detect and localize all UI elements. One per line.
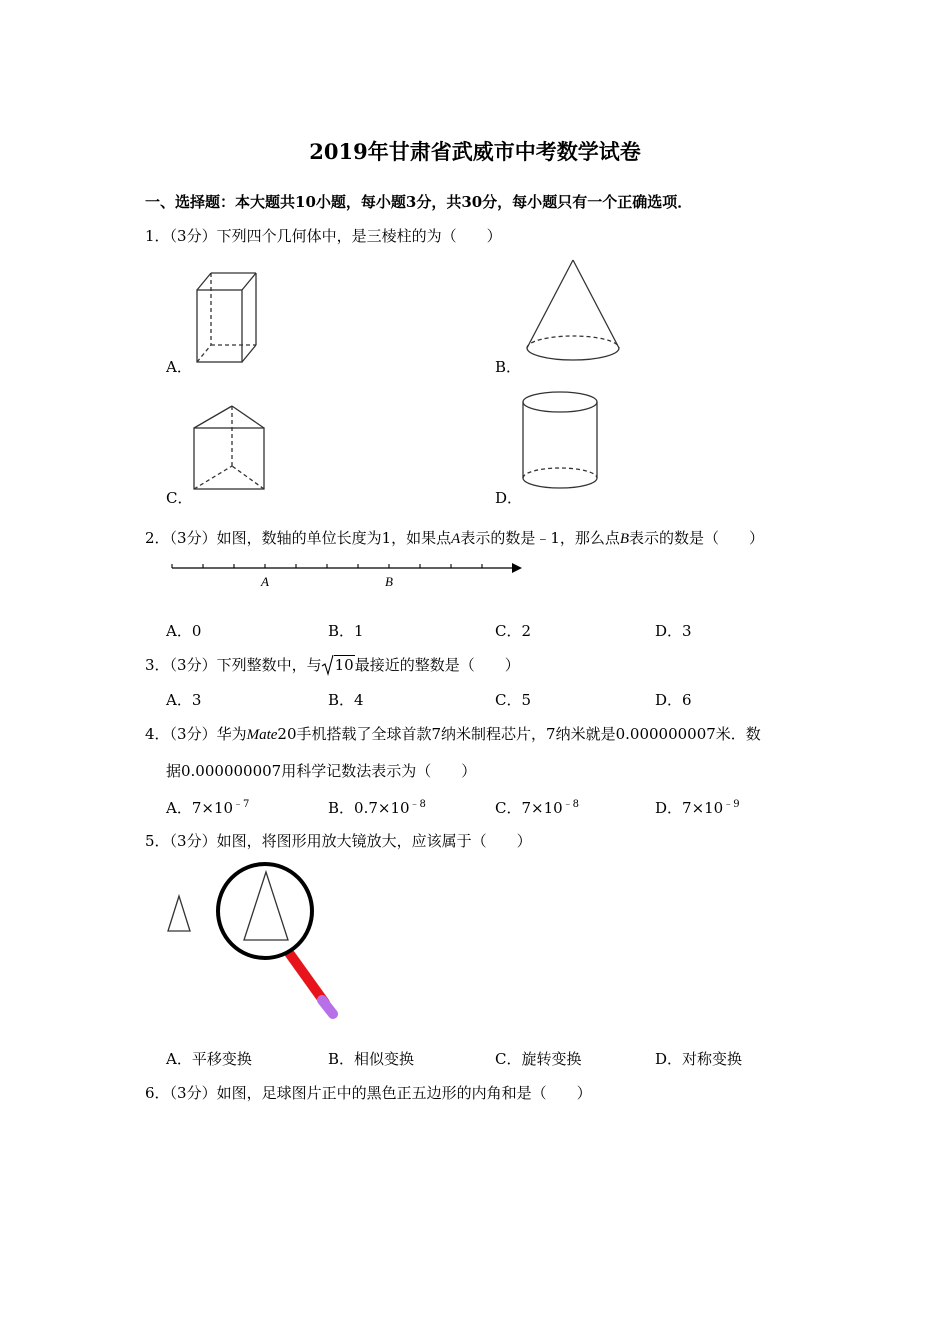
cuboid-figure — [195, 270, 265, 365]
q5-option-a: A．平移变换 — [166, 1050, 252, 1068]
magnifier-lens — [218, 864, 312, 958]
q4-option-a: A．$7\times 10^{﹣7}$ — [166, 799, 250, 817]
q3-option-d: D．6 — [655, 691, 692, 709]
page-title: 2019年甘肃省武威市中考数学试卷 — [309, 139, 641, 164]
cylinder-figure — [521, 390, 601, 492]
number-line-label-a: A — [261, 574, 269, 589]
magnifier-tip — [322, 1000, 333, 1014]
q1-option-a: A． — [166, 358, 192, 376]
cone-figure — [525, 258, 621, 362]
q3-option-a: A．3 — [166, 691, 202, 709]
number-line-label-b: B — [385, 574, 393, 589]
q4-option-b: B．$0.7\times 10^{﹣8}$ — [328, 799, 426, 817]
question-4-line1: 4．（3分）华为Mate20手机搭载了全球首款7纳米制程芯片，7纳米就是0.000000007米．数 — [145, 725, 761, 743]
q2-option-b: B．1 — [328, 622, 364, 640]
number-line — [170, 560, 526, 590]
q1-option-d: D． — [495, 489, 523, 507]
q2-option-c: C．2 — [495, 622, 532, 640]
q1-option-b: B． — [495, 358, 522, 376]
triangular-prism-figure — [192, 404, 268, 492]
q5-option-b: B．相似变换 — [328, 1050, 415, 1068]
q1-option-c: C． — [166, 489, 193, 507]
q5-option-c: C．旋转变换 — [495, 1050, 582, 1068]
small-triangle — [168, 896, 190, 931]
question-6-text: 6．（3分）如图，足球图片正中的黑色正五边形的内角和是（ ） — [145, 1084, 592, 1102]
q5-option-d: D．对称变换 — [655, 1050, 743, 1068]
q2-option-d: D．3 — [655, 622, 692, 640]
sqrt-10: 10 — [322, 656, 355, 674]
q4-option-d: D．$7\times 10^{﹣9}$ — [655, 799, 740, 817]
q3-option-c: C．5 — [495, 691, 532, 709]
q3-option-b: B．4 — [328, 691, 364, 709]
section-heading: 一、选择题：本大题共10小题，每小题3分，共30分，每小题只有一个正确选项． — [145, 193, 693, 211]
question-2-text: 2．（3分）如图，数轴的单位长度为1，如果点A表示的数是﹣1，那么点B表示的数是（ ） — [145, 529, 765, 547]
q2-option-a: A．0 — [166, 622, 202, 640]
question-5-text: 5．（3分）如图，将图形用放大镜放大，应该属于（ ） — [145, 832, 532, 850]
q4-option-c: C．$7\times 10^{﹣8}$ — [495, 799, 580, 817]
question-1-text: 1．（3分）下列四个几何体中，是三棱柱的为（ ） — [145, 227, 502, 245]
magnifier-figure — [165, 860, 345, 1025]
magnifier-handle — [287, 950, 325, 1003]
question-3-text: 3．（3分）下列整数中，与 10最接近的整数是（ ） — [145, 656, 520, 674]
question-4-line2: 据0.000000007用科学记数法表示为（ ） — [166, 762, 477, 780]
